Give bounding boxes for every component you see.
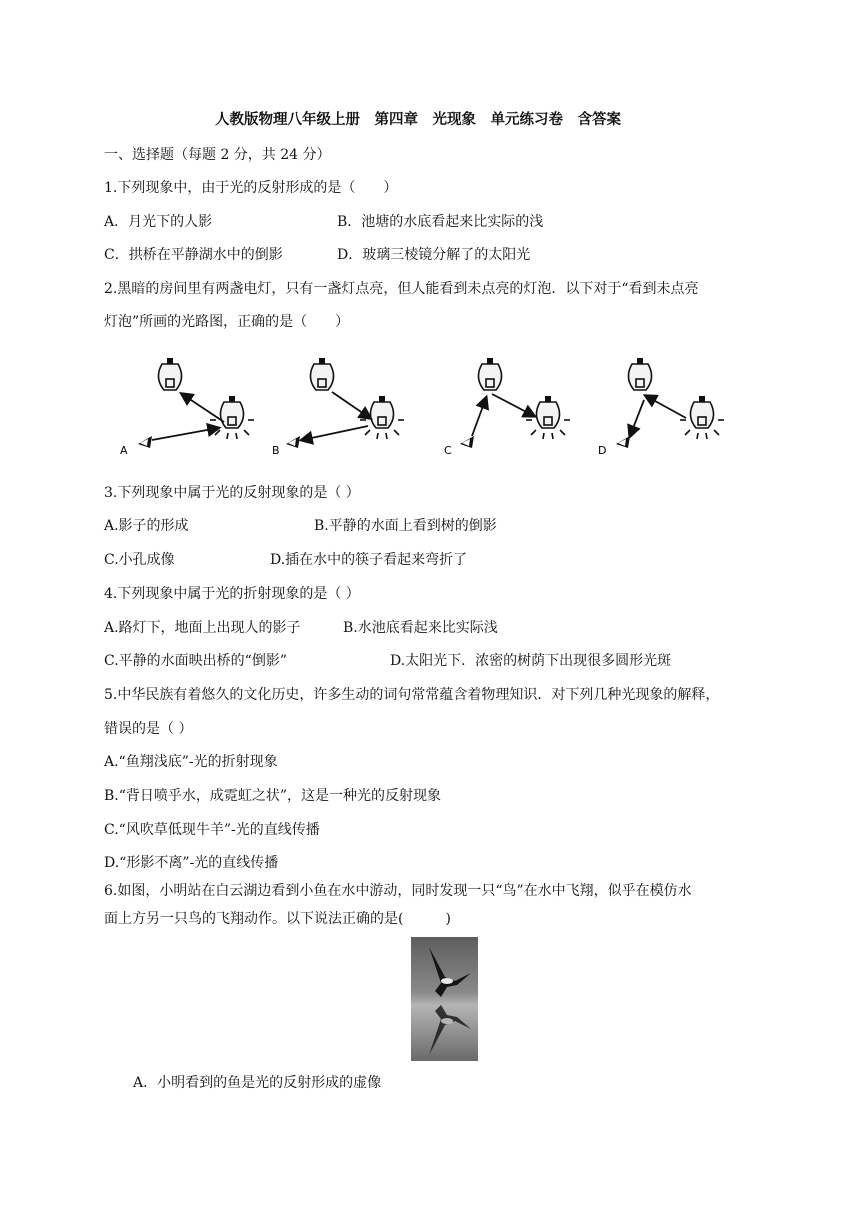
diagram-c-label: C	[444, 444, 452, 457]
q3-stem: 3.下列现象中属于光的反射现象的是（ ）	[104, 485, 360, 501]
q4-stem: 4.下列现象中属于光的折射现象的是（ ）	[104, 586, 360, 602]
q5-stem-line1: 5.中华民族有着悠久的文化历史，许多生动的词句常常蕴含着物理知识．对下列几种光现象的解释，	[104, 687, 720, 703]
page-title: 人教版物理八年级上册 第四章 光现象 单元练习卷 含答案	[215, 111, 621, 128]
q3-option-b: B.平静的水面上看到树的倒影	[314, 518, 497, 534]
diagram-b	[272, 358, 404, 457]
q5-option-c: C.“风吹草低现牛羊”-光的直线传播	[104, 822, 320, 838]
q2-stem-line1: 2.黑暗的房间里有两盏电灯，只有一盏灯点亮，但人能看到未点亮的灯泡．以下对于“看到未点亮	[104, 281, 699, 297]
q5-option-b: B.“背日喷乎水，成霓虹之状”，这是一种光的反射现象	[104, 788, 442, 804]
q4-option-b: B.水池底看起来比实际浅	[343, 620, 498, 636]
bird-reflection-photo	[411, 937, 478, 1061]
q3-option-a: A.影子的形成	[104, 518, 189, 534]
q5-option-a: A.“鱼翔浅底”-光的折射现象	[104, 754, 278, 770]
q6-option-a: A．小明看到的鱼是光的反射形成的虚像	[133, 1075, 382, 1091]
q4-option-d: D.太阳光下．浓密的树荫下出现很多圆形光斑	[390, 653, 672, 669]
q5-option-d: D.“形影不离”-光的直线传播	[104, 855, 279, 871]
q1-option-d: D．玻璃三棱镜分解了的太阳光	[337, 247, 531, 263]
diagram-a-label: A	[120, 444, 128, 457]
diagram-d-label: D	[598, 444, 607, 457]
section-heading: 一、选择题（每题 2 分，共 24 分）	[104, 147, 331, 163]
q2-stem-line2: 灯泡”所画的光路图，正确的是（ ）	[104, 314, 350, 330]
q4-option-c: C.平静的水面映出桥的“倒影”	[104, 653, 287, 669]
q4-option-a: A.路灯下，地面上出现人的影子	[104, 620, 301, 636]
diagram-d	[598, 358, 724, 457]
q5-stem-line2: 错误的是（ ）	[104, 721, 193, 737]
q1-option-a: A．月光下的人影	[104, 214, 213, 230]
q1-option-b: B．池塘的水底看起来比实际的浅	[337, 214, 544, 230]
diagram-b-label: B	[272, 444, 280, 457]
q1-option-c: C．拱桥在平静湖水中的倒影	[104, 247, 283, 263]
q3-option-c: C.小孔成像	[104, 552, 175, 568]
q6-stem-line1: 6.如图，小明站在白云湖边看到小鱼在水中游动，同时发现一只“鸟”在水中飞翔，似乎在模仿水	[104, 883, 692, 899]
light-path-diagrams	[100, 352, 760, 462]
q3-option-d: D.插在水中的筷子看起来弯折了	[270, 552, 468, 568]
q6-stem-line2: 面上方另一只鸟的飞翔动作。以下说法正确的是( )	[104, 911, 451, 927]
q1-stem: 1.下列现象中，由于光的反射形成的是（ ）	[104, 180, 398, 196]
diagram-a	[120, 358, 254, 457]
diagram-c	[444, 358, 570, 457]
